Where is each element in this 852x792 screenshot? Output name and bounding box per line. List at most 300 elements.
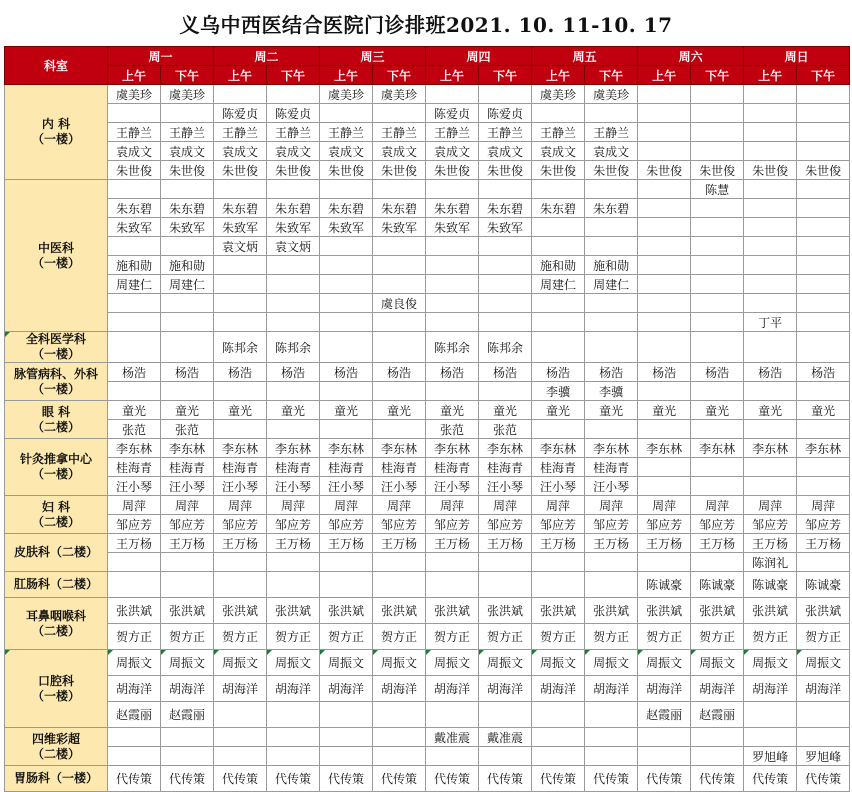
doctor-cell: [426, 702, 479, 728]
doctor-cell: [108, 332, 161, 363]
doctor-cell: [638, 218, 691, 237]
doctor-cell: [320, 702, 373, 728]
doctor-cell: [532, 104, 585, 123]
doctor-cell: 贺方正: [161, 624, 214, 650]
doctor-cell: 朱世俊: [214, 161, 267, 180]
doctor-cell: 王万杨: [744, 534, 797, 553]
doctor-cell: [479, 256, 532, 275]
doctor-cell: 李骥: [532, 382, 585, 401]
doctor-cell: 张洪斌: [797, 598, 850, 624]
doctor-cell: [585, 553, 638, 572]
doctor-cell: [797, 256, 850, 275]
schedule-row: [5, 256, 850, 275]
doctor-cell: 汪小琴: [426, 477, 479, 496]
department-cell: [5, 572, 108, 598]
doctor-cell: 周振文: [744, 650, 797, 676]
doctor-cell: 袁成文: [585, 142, 638, 161]
doctor-cell: 丁平: [744, 313, 797, 332]
schedule-row: [5, 275, 850, 294]
doctor-cell: 袁成文: [108, 142, 161, 161]
doctor-cell: 贺方正: [638, 624, 691, 650]
doctor-cell: [532, 218, 585, 237]
department-floor: （一楼）: [31, 688, 80, 703]
doctor-cell: [797, 382, 850, 401]
doctor-cell: 杨浩: [214, 363, 267, 382]
doctor-cell: [638, 313, 691, 332]
doctor-cell: [691, 237, 744, 256]
doctor-cell: [532, 180, 585, 199]
doctor-cell: 周萍: [691, 496, 744, 515]
doctor-cell: 张洪斌: [744, 598, 797, 624]
doctor-cell: 童光: [373, 401, 426, 420]
doctor-cell: 贺方正: [426, 624, 479, 650]
schedule-row: [5, 294, 850, 313]
doctor-cell: [373, 553, 426, 572]
pm-header: 下午: [373, 66, 426, 85]
doctor-cell: 周萍: [532, 496, 585, 515]
doctor-cell: 张洪斌: [373, 598, 426, 624]
doctor-cell: [638, 382, 691, 401]
schedule-row: [5, 747, 850, 766]
doctor-cell: 代传策: [108, 766, 161, 792]
doctor-cell: 周振文: [267, 650, 320, 676]
doctor-cell: 胡海洋: [638, 676, 691, 702]
doctor-cell: 虞美珍: [108, 85, 161, 104]
doctor-cell: 王静兰: [161, 123, 214, 142]
am-header: 上午: [638, 66, 691, 85]
doctor-cell: 周萍: [214, 496, 267, 515]
doctor-cell: [585, 313, 638, 332]
doctor-cell: [532, 702, 585, 728]
doctor-cell: [638, 142, 691, 161]
doctor-cell: 王万杨: [638, 534, 691, 553]
doctor-cell: [214, 85, 267, 104]
doctor-cell: 虞美珍: [585, 85, 638, 104]
doctor-cell: 施和勋: [532, 256, 585, 275]
am-header: 上午: [214, 66, 267, 85]
doctor-cell: [267, 294, 320, 313]
schedule-row: [5, 123, 850, 142]
doctor-cell: [532, 420, 585, 439]
doctor-cell: 李东林: [585, 439, 638, 458]
doctor-cell: 胡海洋: [585, 676, 638, 702]
doctor-cell: 朱致军: [373, 218, 426, 237]
department-name: 中医科: [37, 240, 74, 255]
doctor-cell: 桂海青: [585, 458, 638, 477]
doctor-cell: 贺方正: [585, 624, 638, 650]
doctor-cell: [638, 256, 691, 275]
doctor-cell: 童光: [797, 401, 850, 420]
doctor-cell: 汪小琴: [161, 477, 214, 496]
doctor-cell: [479, 237, 532, 256]
doctor-cell: 王静兰: [426, 123, 479, 142]
department-floor: （一楼）: [31, 347, 80, 361]
doctor-cell: 代传策: [797, 766, 850, 792]
doctor-cell: [373, 572, 426, 598]
doctor-cell: [585, 294, 638, 313]
doctor-cell: 童光: [585, 401, 638, 420]
doctor-cell: 周振文: [373, 650, 426, 676]
doctor-cell: 邹应芳: [373, 515, 426, 534]
doctor-cell: [744, 275, 797, 294]
doctor-cell: [214, 313, 267, 332]
doctor-cell: [373, 237, 426, 256]
doctor-cell: [797, 218, 850, 237]
doctor-cell: [161, 294, 214, 313]
doctor-cell: [532, 747, 585, 766]
doctor-cell: [373, 702, 426, 728]
doctor-cell: 王万杨: [267, 534, 320, 553]
doctor-cell: 周振文: [426, 650, 479, 676]
doctor-cell: [744, 420, 797, 439]
doctor-cell: 戴准震: [426, 728, 479, 747]
doctor-cell: 袁成文: [479, 142, 532, 161]
doctor-cell: 朱致军: [267, 218, 320, 237]
doctor-cell: [267, 553, 320, 572]
doctor-cell: 陈邦余: [426, 332, 479, 363]
doctor-cell: [797, 275, 850, 294]
doctor-cell: [744, 477, 797, 496]
doctor-cell: 虞美珍: [532, 85, 585, 104]
doctor-cell: 胡海洋: [320, 676, 373, 702]
doctor-cell: 周建仁: [108, 275, 161, 294]
doctor-cell: [744, 294, 797, 313]
doctor-cell: [479, 382, 532, 401]
doctor-cell: 李东林: [691, 439, 744, 458]
day-header: 周二: [214, 47, 320, 66]
doctor-cell: [585, 572, 638, 598]
doctor-cell: 童光: [426, 401, 479, 420]
doctor-cell: 杨浩: [161, 363, 214, 382]
pm-header: 下午: [585, 66, 638, 85]
pm-header: 下午: [479, 66, 532, 85]
doctor-cell: 胡海洋: [267, 676, 320, 702]
doctor-cell: 朱世俊: [585, 161, 638, 180]
doctor-cell: 汪小琴: [214, 477, 267, 496]
doctor-cell: 朱世俊: [797, 161, 850, 180]
department-name: 四维彩超: [31, 731, 80, 746]
doctor-cell: 周振文: [108, 650, 161, 676]
doctor-cell: [638, 728, 691, 747]
department-cell: [5, 534, 108, 572]
doctor-cell: 李东林: [373, 439, 426, 458]
doctor-cell: 童光: [161, 401, 214, 420]
doctor-cell: 陈邦余: [214, 332, 267, 363]
doctor-cell: [214, 728, 267, 747]
doctor-cell: 朱世俊: [744, 161, 797, 180]
doctor-cell: 李东林: [744, 439, 797, 458]
doctor-cell: [585, 332, 638, 363]
doctor-cell: 张范: [161, 420, 214, 439]
doctor-cell: 代传策: [320, 766, 373, 792]
doctor-cell: 汪小琴: [585, 477, 638, 496]
department-cell: [5, 363, 108, 401]
schedule-row: [5, 218, 850, 237]
doctor-cell: [532, 728, 585, 747]
doctor-cell: [691, 85, 744, 104]
doctor-cell: 邹应芳: [426, 515, 479, 534]
schedule-row: [5, 572, 850, 598]
doctor-cell: [320, 104, 373, 123]
doctor-cell: 朱东碧: [426, 199, 479, 218]
doctor-cell: 朱致军: [426, 218, 479, 237]
doctor-cell: [585, 728, 638, 747]
doctor-cell: [797, 199, 850, 218]
pm-header: 下午: [267, 66, 320, 85]
department-name: 皮肤科（二楼）: [13, 545, 98, 559]
doctor-cell: 戴准震: [479, 728, 532, 747]
department-name: 眼 科: [41, 404, 71, 419]
doctor-cell: [320, 313, 373, 332]
doctor-cell: [532, 553, 585, 572]
schedule-row: [5, 766, 850, 792]
doctor-cell: 邹应芳: [161, 515, 214, 534]
doctor-cell: 虞美珍: [373, 85, 426, 104]
doctor-cell: 杨浩: [320, 363, 373, 382]
doctor-cell: [638, 123, 691, 142]
doctor-cell: [108, 747, 161, 766]
doctor-cell: [744, 85, 797, 104]
doctor-cell: 周振文: [479, 650, 532, 676]
doctor-cell: [691, 313, 744, 332]
schedule-body: [5, 85, 850, 792]
doctor-cell: [267, 702, 320, 728]
doctor-cell: [426, 237, 479, 256]
am-header: 上午: [320, 66, 373, 85]
department-name: 脉管病科、外科: [13, 366, 98, 381]
doctor-cell: [426, 313, 479, 332]
doctor-cell: 周振文: [585, 650, 638, 676]
doctor-cell: 桂海青: [267, 458, 320, 477]
doctor-cell: [638, 420, 691, 439]
doctor-cell: 张洪斌: [320, 598, 373, 624]
doctor-cell: 周萍: [638, 496, 691, 515]
department-name: 耳鼻咽喉科: [25, 608, 86, 623]
doctor-cell: [797, 104, 850, 123]
doctor-cell: 施和勋: [161, 256, 214, 275]
doctor-cell: [744, 332, 797, 363]
doctor-cell: 童光: [108, 401, 161, 420]
doctor-cell: [373, 104, 426, 123]
doctor-cell: 袁文炳: [214, 237, 267, 256]
doctor-cell: [691, 728, 744, 747]
doctor-cell: [797, 85, 850, 104]
doctor-cell: [744, 702, 797, 728]
doctor-cell: [320, 553, 373, 572]
department-floor: （二楼）: [31, 746, 80, 761]
doctor-cell: 王静兰: [532, 123, 585, 142]
doctor-cell: 周振文: [214, 650, 267, 676]
doctor-cell: 袁文炳: [267, 237, 320, 256]
doctor-cell: [638, 237, 691, 256]
am-header: 上午: [532, 66, 585, 85]
doctor-cell: 王静兰: [320, 123, 373, 142]
doctor-cell: [267, 747, 320, 766]
doctor-cell: 施和勋: [108, 256, 161, 275]
doctor-cell: [744, 199, 797, 218]
doctor-cell: 陈爱贞: [426, 104, 479, 123]
doctor-cell: [638, 477, 691, 496]
doctor-cell: [161, 180, 214, 199]
doctor-cell: 代传策: [479, 766, 532, 792]
doctor-cell: 朱世俊: [426, 161, 479, 180]
doctor-cell: [267, 572, 320, 598]
doctor-cell: 朱致军: [320, 218, 373, 237]
schedule-row: [5, 534, 850, 553]
doctor-cell: 朱世俊: [532, 161, 585, 180]
department-name: 肛肠科（二楼）: [13, 577, 98, 591]
doctor-cell: 杨浩: [426, 363, 479, 382]
doctor-cell: [691, 294, 744, 313]
doctor-cell: 周萍: [479, 496, 532, 515]
doctor-cell: 汪小琴: [320, 477, 373, 496]
doctor-cell: 张洪斌: [161, 598, 214, 624]
doctor-cell: [638, 553, 691, 572]
doctor-cell: [797, 237, 850, 256]
doctor-cell: [320, 572, 373, 598]
doctor-cell: [373, 313, 426, 332]
doctor-cell: [797, 180, 850, 199]
doctor-cell: [691, 218, 744, 237]
doctor-cell: [691, 477, 744, 496]
doctor-cell: 陈慧: [691, 180, 744, 199]
doctor-cell: [691, 123, 744, 142]
doctor-cell: [267, 180, 320, 199]
department-cell: [5, 728, 108, 766]
doctor-cell: 李东林: [532, 439, 585, 458]
doctor-cell: [797, 728, 850, 747]
doctor-cell: 朱世俊: [691, 161, 744, 180]
schedule-row: [5, 598, 850, 624]
doctor-cell: [426, 275, 479, 294]
doctor-cell: [267, 420, 320, 439]
doctor-cell: [108, 382, 161, 401]
doctor-cell: [373, 180, 426, 199]
doctor-cell: 朱东碧: [267, 199, 320, 218]
doctor-cell: 朱东碧: [532, 199, 585, 218]
department-floor: （一楼）: [31, 381, 80, 396]
doctor-cell: 张范: [479, 420, 532, 439]
doctor-cell: 王静兰: [214, 123, 267, 142]
doctor-cell: [214, 180, 267, 199]
doctor-cell: [638, 199, 691, 218]
doctor-cell: [267, 313, 320, 332]
doctor-cell: 王万杨: [161, 534, 214, 553]
doctor-cell: 杨浩: [744, 363, 797, 382]
doctor-cell: 邹应芳: [585, 515, 638, 534]
doctor-cell: 张洪斌: [108, 598, 161, 624]
doctor-cell: 张范: [426, 420, 479, 439]
schedule-row: [5, 401, 850, 420]
doctor-cell: 汪小琴: [108, 477, 161, 496]
doctor-cell: 杨浩: [373, 363, 426, 382]
doctor-cell: 杨浩: [108, 363, 161, 382]
schedule-row: [5, 624, 850, 650]
doctor-cell: [108, 313, 161, 332]
doctor-cell: 周萍: [161, 496, 214, 515]
doctor-cell: 周建仁: [585, 275, 638, 294]
doctor-cell: 邹应芳: [479, 515, 532, 534]
doctor-cell: [108, 553, 161, 572]
department-name: 全科医学科: [25, 332, 86, 346]
doctor-cell: 周振文: [638, 650, 691, 676]
doctor-cell: [638, 85, 691, 104]
doctor-cell: 袁成文: [320, 142, 373, 161]
doctor-cell: 王静兰: [479, 123, 532, 142]
doctor-cell: 贺方正: [479, 624, 532, 650]
doctor-cell: 贺方正: [532, 624, 585, 650]
doctor-cell: 李东林: [638, 439, 691, 458]
doctor-cell: 代传策: [373, 766, 426, 792]
doctor-cell: [161, 728, 214, 747]
doctor-cell: 陈爱贞: [479, 104, 532, 123]
doctor-cell: 桂海青: [214, 458, 267, 477]
doctor-cell: [797, 420, 850, 439]
doctor-cell: 代传策: [638, 766, 691, 792]
doctor-cell: [744, 382, 797, 401]
schedule-row: [5, 439, 850, 458]
doctor-cell: 桂海青: [320, 458, 373, 477]
doctor-cell: [479, 294, 532, 313]
doctor-cell: 施和勋: [585, 256, 638, 275]
doctor-cell: 童光: [532, 401, 585, 420]
schedule-row: [5, 496, 850, 515]
doctor-cell: 童光: [638, 401, 691, 420]
doctor-cell: [320, 275, 373, 294]
doctor-cell: [797, 702, 850, 728]
doctor-cell: [797, 142, 850, 161]
schedule-row: [5, 180, 850, 199]
doctor-cell: [744, 237, 797, 256]
doctor-cell: [744, 728, 797, 747]
doctor-cell: 李东林: [267, 439, 320, 458]
doctor-cell: 邹应芳: [691, 515, 744, 534]
schedule-row: [5, 553, 850, 572]
doctor-cell: 赵霞丽: [108, 702, 161, 728]
am-header: 上午: [426, 66, 479, 85]
doctor-cell: [161, 553, 214, 572]
doctor-cell: 胡海洋: [797, 676, 850, 702]
department-floor: （一楼）: [31, 132, 80, 146]
doctor-cell: 朱东碧: [320, 199, 373, 218]
doctor-cell: 朱东碧: [214, 199, 267, 218]
doctor-cell: 周萍: [320, 496, 373, 515]
department-name: 口腔科: [37, 673, 74, 688]
doctor-cell: 王静兰: [267, 123, 320, 142]
doctor-cell: [214, 747, 267, 766]
doctor-cell: [744, 256, 797, 275]
doctor-cell: 胡海洋: [479, 676, 532, 702]
doctor-cell: [479, 553, 532, 572]
pm-header: 下午: [691, 66, 744, 85]
doctor-cell: 邹应芳: [797, 515, 850, 534]
doctor-cell: 童光: [320, 401, 373, 420]
doctor-cell: 王万杨: [373, 534, 426, 553]
doctor-cell: [744, 180, 797, 199]
doctor-cell: [320, 420, 373, 439]
doctor-cell: [108, 237, 161, 256]
doctor-cell: 朱世俊: [320, 161, 373, 180]
doctor-cell: 胡海洋: [161, 676, 214, 702]
doctor-cell: 代传策: [214, 766, 267, 792]
doctor-cell: 周振文: [532, 650, 585, 676]
doctor-cell: 王万杨: [479, 534, 532, 553]
doctor-cell: [267, 728, 320, 747]
am-header: 上午: [744, 66, 797, 85]
doctor-cell: 童光: [267, 401, 320, 420]
doctor-cell: 袁成文: [214, 142, 267, 161]
doctor-cell: 李东林: [214, 439, 267, 458]
